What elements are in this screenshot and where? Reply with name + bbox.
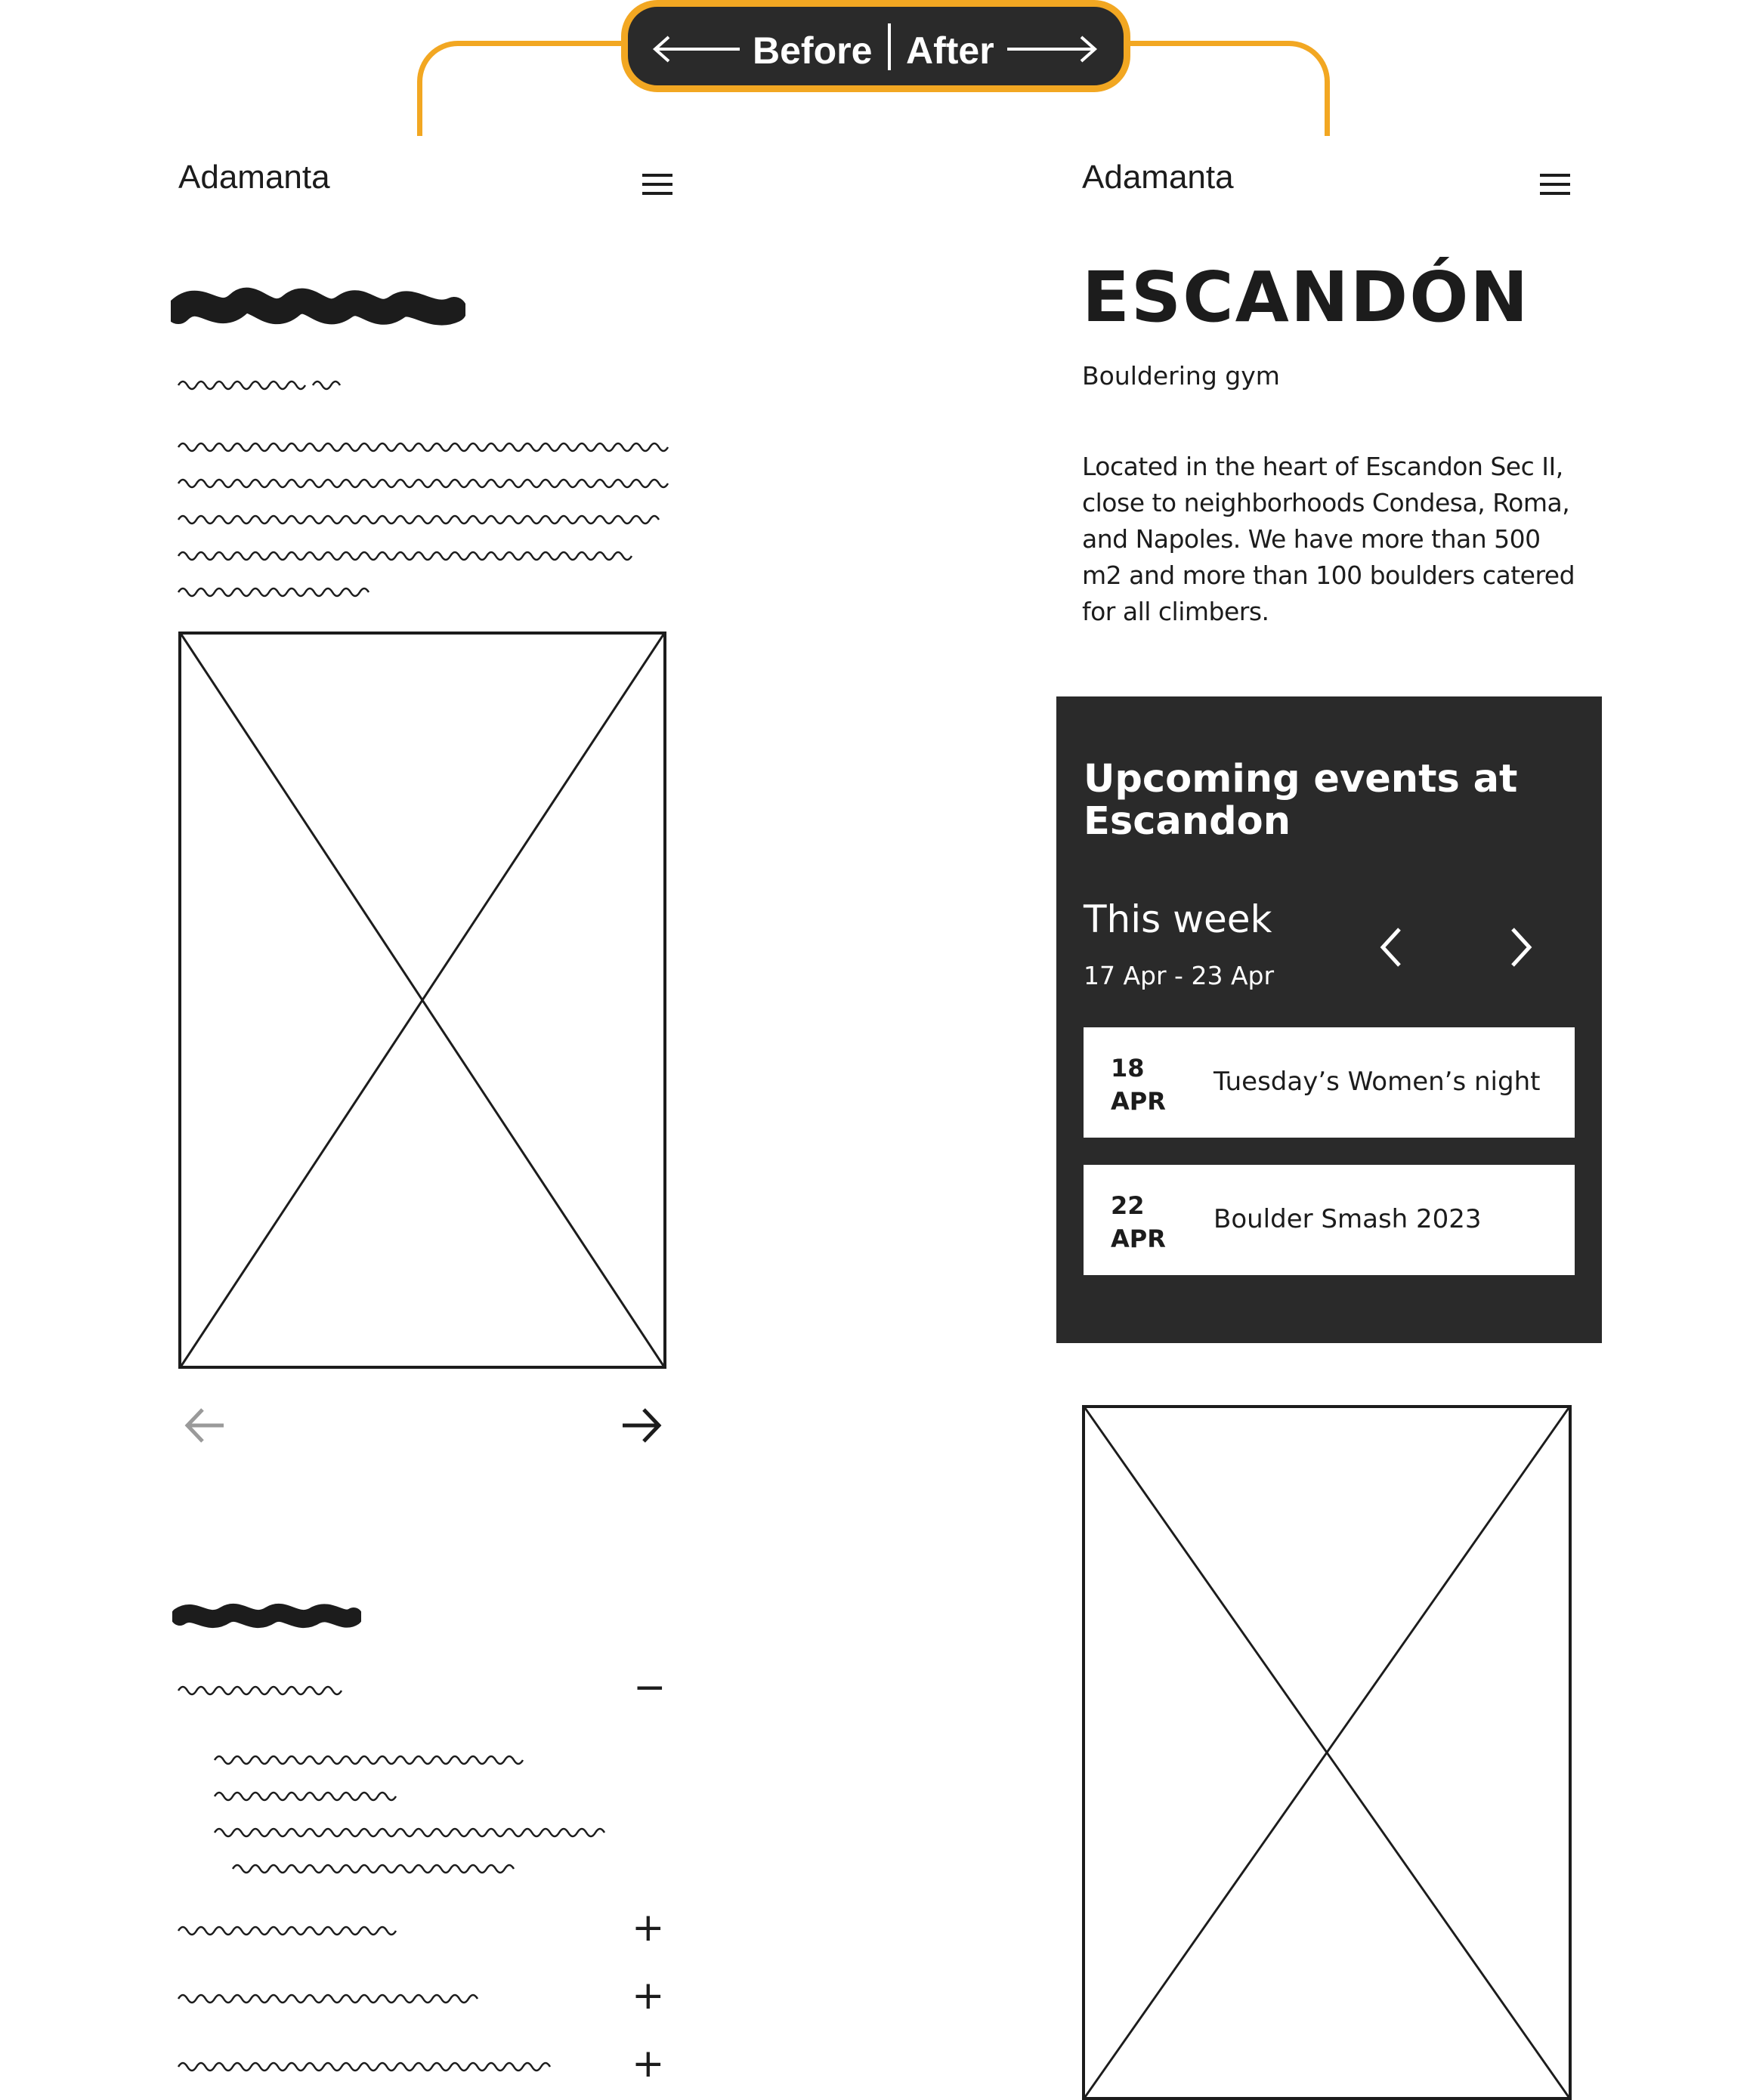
event-card[interactable]	[1084, 1027, 1575, 1138]
arrow-right-icon	[1006, 32, 1101, 66]
expand-plus-icon[interactable]: +	[632, 1905, 665, 1950]
event-date	[1111, 1189, 1166, 1255]
logo: Adamanta	[178, 159, 330, 196]
paragraph-placeholder	[177, 437, 676, 603]
expand-plus-icon[interactable]: +	[632, 2041, 665, 2086]
label-divider	[888, 23, 891, 70]
gym-description: Located in the heart of Escandon Sec II, close to neighborhoods Condesa, Roma, and Napoles. We have more than 500 m2 and more than 100 boulders catered for all climbers.	[1082, 452, 1575, 626]
events-heading: Upcoming events at Escandon	[1084, 757, 1518, 844]
event-month: APR	[1111, 1224, 1166, 1253]
event-name: Tuesday’s Women’s night	[1213, 1067, 1541, 1097]
hamburger-menu-icon[interactable]	[642, 174, 672, 196]
event-day: 18	[1111, 1054, 1145, 1082]
heading-placeholder	[171, 281, 465, 331]
carousel-next-arrow-icon[interactable]	[620, 1407, 662, 1444]
arrow-left-icon	[651, 32, 741, 66]
page-title: ESCANDÓN	[1082, 257, 1530, 338]
logo: Adamanta	[1082, 159, 1234, 196]
hamburger-menu-icon[interactable]	[1540, 174, 1570, 196]
image-placeholder	[178, 632, 666, 1369]
week-title: This week	[1084, 897, 1272, 941]
carousel-prev-arrow-icon[interactable]	[184, 1407, 227, 1444]
subtitle-placeholder	[177, 375, 343, 393]
accordion-item-3-label[interactable]	[177, 1988, 487, 2006]
event-card[interactable]	[1084, 1165, 1575, 1275]
upcoming-events-panel	[1056, 696, 1602, 1343]
page-subtitle: Bouldering gym	[1082, 361, 1280, 391]
accordion-item-1-content	[213, 1749, 614, 1885]
after-label: After	[906, 29, 994, 72]
accordion-item-4-label[interactable]	[177, 2056, 562, 2074]
accordion-item-1-label[interactable]	[177, 1680, 351, 1698]
week-range: 17 Apr - 23 Apr	[1084, 961, 1275, 990]
chevron-right-icon[interactable]	[1505, 925, 1535, 970]
section-heading-placeholder	[172, 1601, 361, 1632]
accordion-item-2-label[interactable]	[177, 1920, 403, 1938]
chevron-left-icon[interactable]	[1377, 925, 1407, 970]
event-date	[1111, 1052, 1166, 1118]
expand-plus-icon[interactable]: +	[632, 1973, 665, 2018]
collapse-minus-icon[interactable]: −	[633, 1665, 666, 1710]
before-after-label	[621, 0, 1130, 92]
event-day: 22	[1111, 1191, 1145, 1220]
before-label: Before	[753, 29, 873, 72]
event-name: Boulder Smash 2023	[1213, 1204, 1482, 1234]
event-month: APR	[1111, 1087, 1166, 1116]
image-placeholder	[1082, 1405, 1572, 2100]
